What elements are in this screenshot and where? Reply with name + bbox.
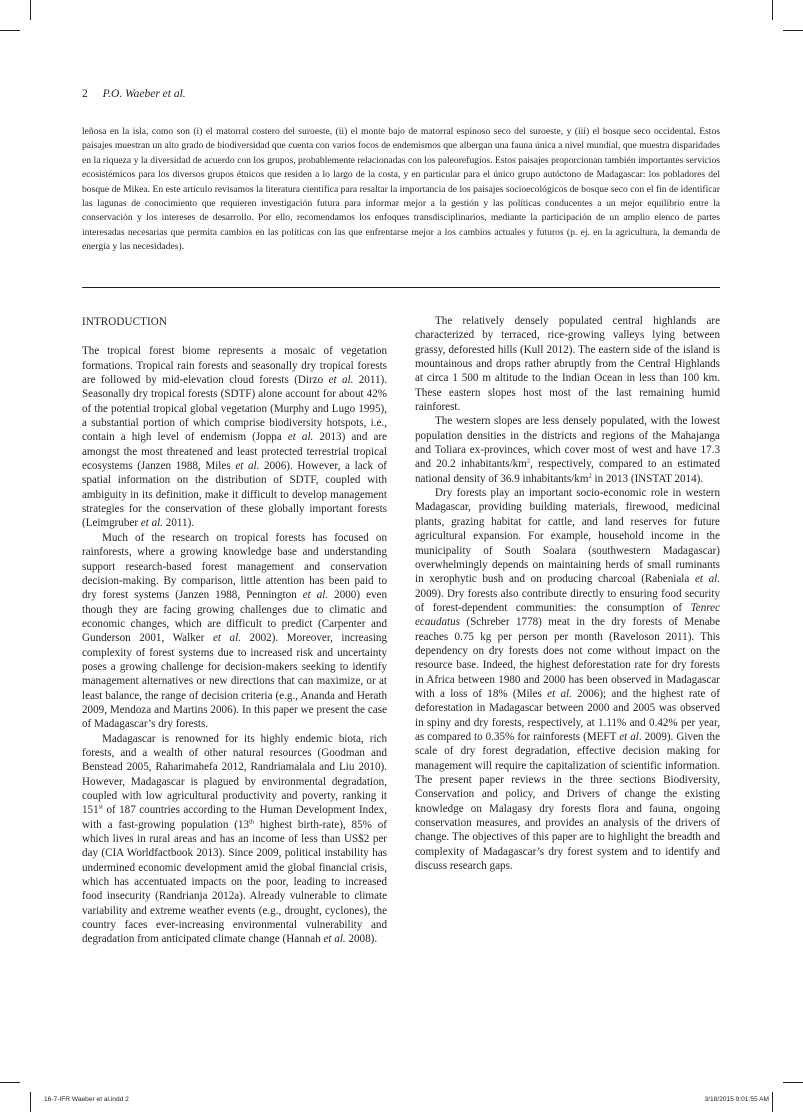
column-left xyxy=(82,314,387,947)
crop-mark xyxy=(783,30,803,31)
abstract-divider xyxy=(82,287,720,288)
citation-italic: et al. xyxy=(287,431,314,444)
crop-mark xyxy=(772,1092,773,1112)
text-run: 2006). However, a lack of spatial information on the distribution of SDTF, coupled with ambiguity in its definition, make it difficult to develop management strategies for the conservation of these globally important forests (Leimgruber xyxy=(82,460,388,530)
text-run: 2013) and are amongst the most threatened and least protected terrestrial tropical ecosystems (Janzen 1988, Miles xyxy=(82,431,388,473)
citation-italic: et al xyxy=(619,730,639,743)
section-heading: INTRODUCTION xyxy=(82,316,168,328)
text-run: 2011). Seasonally dry tropical forests (SDTF) alone account for about 42% of the potential tropical global vegetation (Murphy and Lugo 1995), a substantial portion of which comprise biodiversity hotspots, i.e., contain a high level of endemism (Joppa xyxy=(82,374,387,444)
paragraph xyxy=(82,732,387,947)
text-run: Much of the research on tropical forests has focused on rainforests, where a growing knowledge base and understanding support research-based forest management and conservation decision-making. By comparison, little attention has been paid to dry forest systems (Janzen 1988, Pennington xyxy=(82,531,387,602)
text-run: 2006); and the highest rate of deforestation in Madagascar between 2000 and 2005 was observed in spiny and dry forests, respectively, at 1.11% and 0.42% per year, as compared to 0.35% for rainforests (MEFT xyxy=(415,687,721,743)
paragraph xyxy=(415,414,720,486)
column-right xyxy=(415,314,720,873)
superscript: 2 xyxy=(526,457,531,465)
text-run: 2002). Moreover, increasing complexity of forest systems due to increased risk and uncertainty poses a growing challenge for decision-makers seeking to identify management alternatives or new directions that can maximize, or at least balance, the range of decision criteria (e.g., Ananda and Herath 2009, Mendoza and Martins 2006). In this paper we present the case of Madagascar’s dry forests. xyxy=(82,632,388,731)
page-number: 2 xyxy=(82,88,88,100)
citation-italic: et al. xyxy=(235,460,260,473)
text-run: in 2013 (INSTAT 2014). xyxy=(591,472,704,485)
abstract-spanish: leñosa en la isla, como son (i) el matorral costero del suroeste, (ii) el monte bajo de matorral espinoso seco del suroeste, y (iii) el bosque seco occidental. Estos paisajes muestran un alto grado de biodiversidad que cuenta con varios focos de endemismos que albergan una fauna única a nivel mundial, que muestra disparidades en la riqueza y la diversidad de acuerdo con los grupos, probablemente relacionadas con los paleorefugios. Estos paisajes proporcionan también importantes servicios ecosistémicos para los diversos grupos étnicos que residen a lo largo de la costa, y en particular para el único grupo autóctono de Madagascar: los pobladores del bosque de Mikea. En este artículo revisamos la literatura científica para resaltar la importancia de los paisajes socioecológicos de bosque seco con el fin de identificar las lagunas de conocimiento que requieren investigación futura para informar mejor a la gestión y las políticas conducentes a un mejor equilibrio entre la conservación y los intereses de desarrollo. Por ello, recomendamos los enfoques transdisciplinarios, mediante la participación de un amplio elenco de partes interesadas necesarias que permita cambios en las políticas con las que enfrentarse mejor a los cambios actuales y futuros (p. ej. en la agricultura, la demanda de energía y las necesidades). xyxy=(82,126,720,253)
text-run: Madagascar is renowned for its highly endemic biota, rich forests, and a wealth of other natural resources (Goodman and Benstead 2005, Raharimahefa 2012, Randriamalala and Liu 2010). However, Madagascar is plagued by environmental degradation, coupled with low agricultural productivity and poverty, ranking it 151 xyxy=(82,732,387,817)
paragraph xyxy=(82,531,387,732)
paragraph xyxy=(82,344,387,530)
citation-italic: et al. xyxy=(302,589,329,602)
text-run: 2000) even though they are facing growing challenges due to climatic and economic changes, which are difficult to predict (Carpenter and Gunderson 2001, Walker xyxy=(82,589,388,645)
running-head xyxy=(82,87,186,101)
paragraph xyxy=(415,486,720,873)
crop-mark xyxy=(772,0,773,20)
superscript: st xyxy=(98,803,103,811)
superscript: 2 xyxy=(588,472,592,480)
text-run: The tropical forest biome represents a mosaic of vegetation formations. Tropical rain forests and seasonally dry tropical forests are followed by mid-elevation cloud forests (Dirzo xyxy=(82,345,387,387)
text-run: , respectively, compared to an estimated national density of 36.9 inhabitants/km xyxy=(415,458,721,485)
footer-file-slug: 16-7-IFR Waeber et al.indd 2 xyxy=(44,1096,129,1103)
citation-italic: et al. xyxy=(328,374,354,387)
crop-mark xyxy=(0,30,20,31)
running-head-authors: P.O. Waeber et al. xyxy=(102,88,186,100)
superscript: th xyxy=(249,818,255,825)
citation-italic: et al. xyxy=(212,632,241,645)
species-name: Tenrec ecaudatus xyxy=(415,601,720,629)
paragraph: The relatively densely populated central highlands are characterized by terraced, rice-growing valleys lying between grassy, deforested hills (Kull 2012). The eastern side of the island is mountainous and drops rather abruptly from the Central Highlands at circa 1 500 m altitude to the Indian Ocean in less than 100 km. These eastern slopes host most of the last remaining humid rainforest. xyxy=(415,315,720,414)
text-run: 2011). xyxy=(163,517,195,530)
citation-italic: et al. xyxy=(547,687,572,700)
crop-mark xyxy=(30,1092,31,1112)
citation-italic: et al. xyxy=(323,933,346,946)
text-run: (Schreber 1778) meat in the dry forests of Menabe reaches 0.75 kg per person per month (Raveloson 2011). This dependency on dry forests does not come without impact on the resource base. Indeed, the highest deforestation rate for dry forests in Africa between 1980 and 2000 has been observed in Madagascar with a loss of 18% (Miles xyxy=(415,616,720,700)
text-run: of 187 countries according to the Human Development Index, with a fast-growing population (13 xyxy=(82,804,387,831)
citation-italic: et al. xyxy=(140,517,164,530)
text-run: 2009). Dry forests also contribute directly to ensuring food security of forest-dependent communities: the consumption of xyxy=(415,587,720,614)
text-run: Dry forests play an important socio-economic role in western Madagascar, providing building materials, firewood, medicinal plants, grazing habitat for cattle, and land reserves for future agricultural expansion. For example, household income in the municipality of South Soalara (southwestern Madagascar) overwhelmingly depends on maintaining herds of small ruminants in xerophytic bush and on producing charcoal (Rabeniala xyxy=(415,487,720,586)
crop-mark xyxy=(783,1082,803,1083)
crop-mark xyxy=(0,1082,20,1083)
text-run: 2008). xyxy=(345,933,378,946)
text-run: The western slopes are less densely populated, with the lowest population densities in the districts and regions of the Mahajanga and Toliara ex-provinces, which cover most of west and have 17.3 and 20.2 inhabitants/km xyxy=(415,415,720,471)
crop-mark xyxy=(30,0,31,20)
text-run: . 2009). Given the scale of dry forest degradation, effective decision making for management will require the capitalization of scientific information. The present paper reviews in the three sections Biodiversity, Conservation and policy, and Drivers of change the existing knowledge on Malagasy dry forests flora and fauna, ongoing conservation measures, and provides an analysis of the drivers of change. The objectives of this paper are to highlight the breadth and complexity of Madagascar’s dry forest system and to identify and discuss research gaps. xyxy=(415,730,720,873)
text-run: highest birth-rate), 85% of which lives in rural areas and has an income of less than US$2 per day (CIA Worldfactbook 2013). Since 2009, political instability has undermined economic development amid the global financial crisis, which has accentuated impacts on the poor, leading to increased food insecurity (Randrianja 2012a). Already vulnerable to climate variability and extreme weather events (e.g., drought, cyclones), the country faces ever-increasing environmental vulnerability and degradation from anticipated climate change (Hannah xyxy=(82,818,387,946)
citation-italic: et al. xyxy=(694,573,720,586)
footer-timestamp: 3/18/2015 9:01:55 AM xyxy=(704,1096,769,1103)
